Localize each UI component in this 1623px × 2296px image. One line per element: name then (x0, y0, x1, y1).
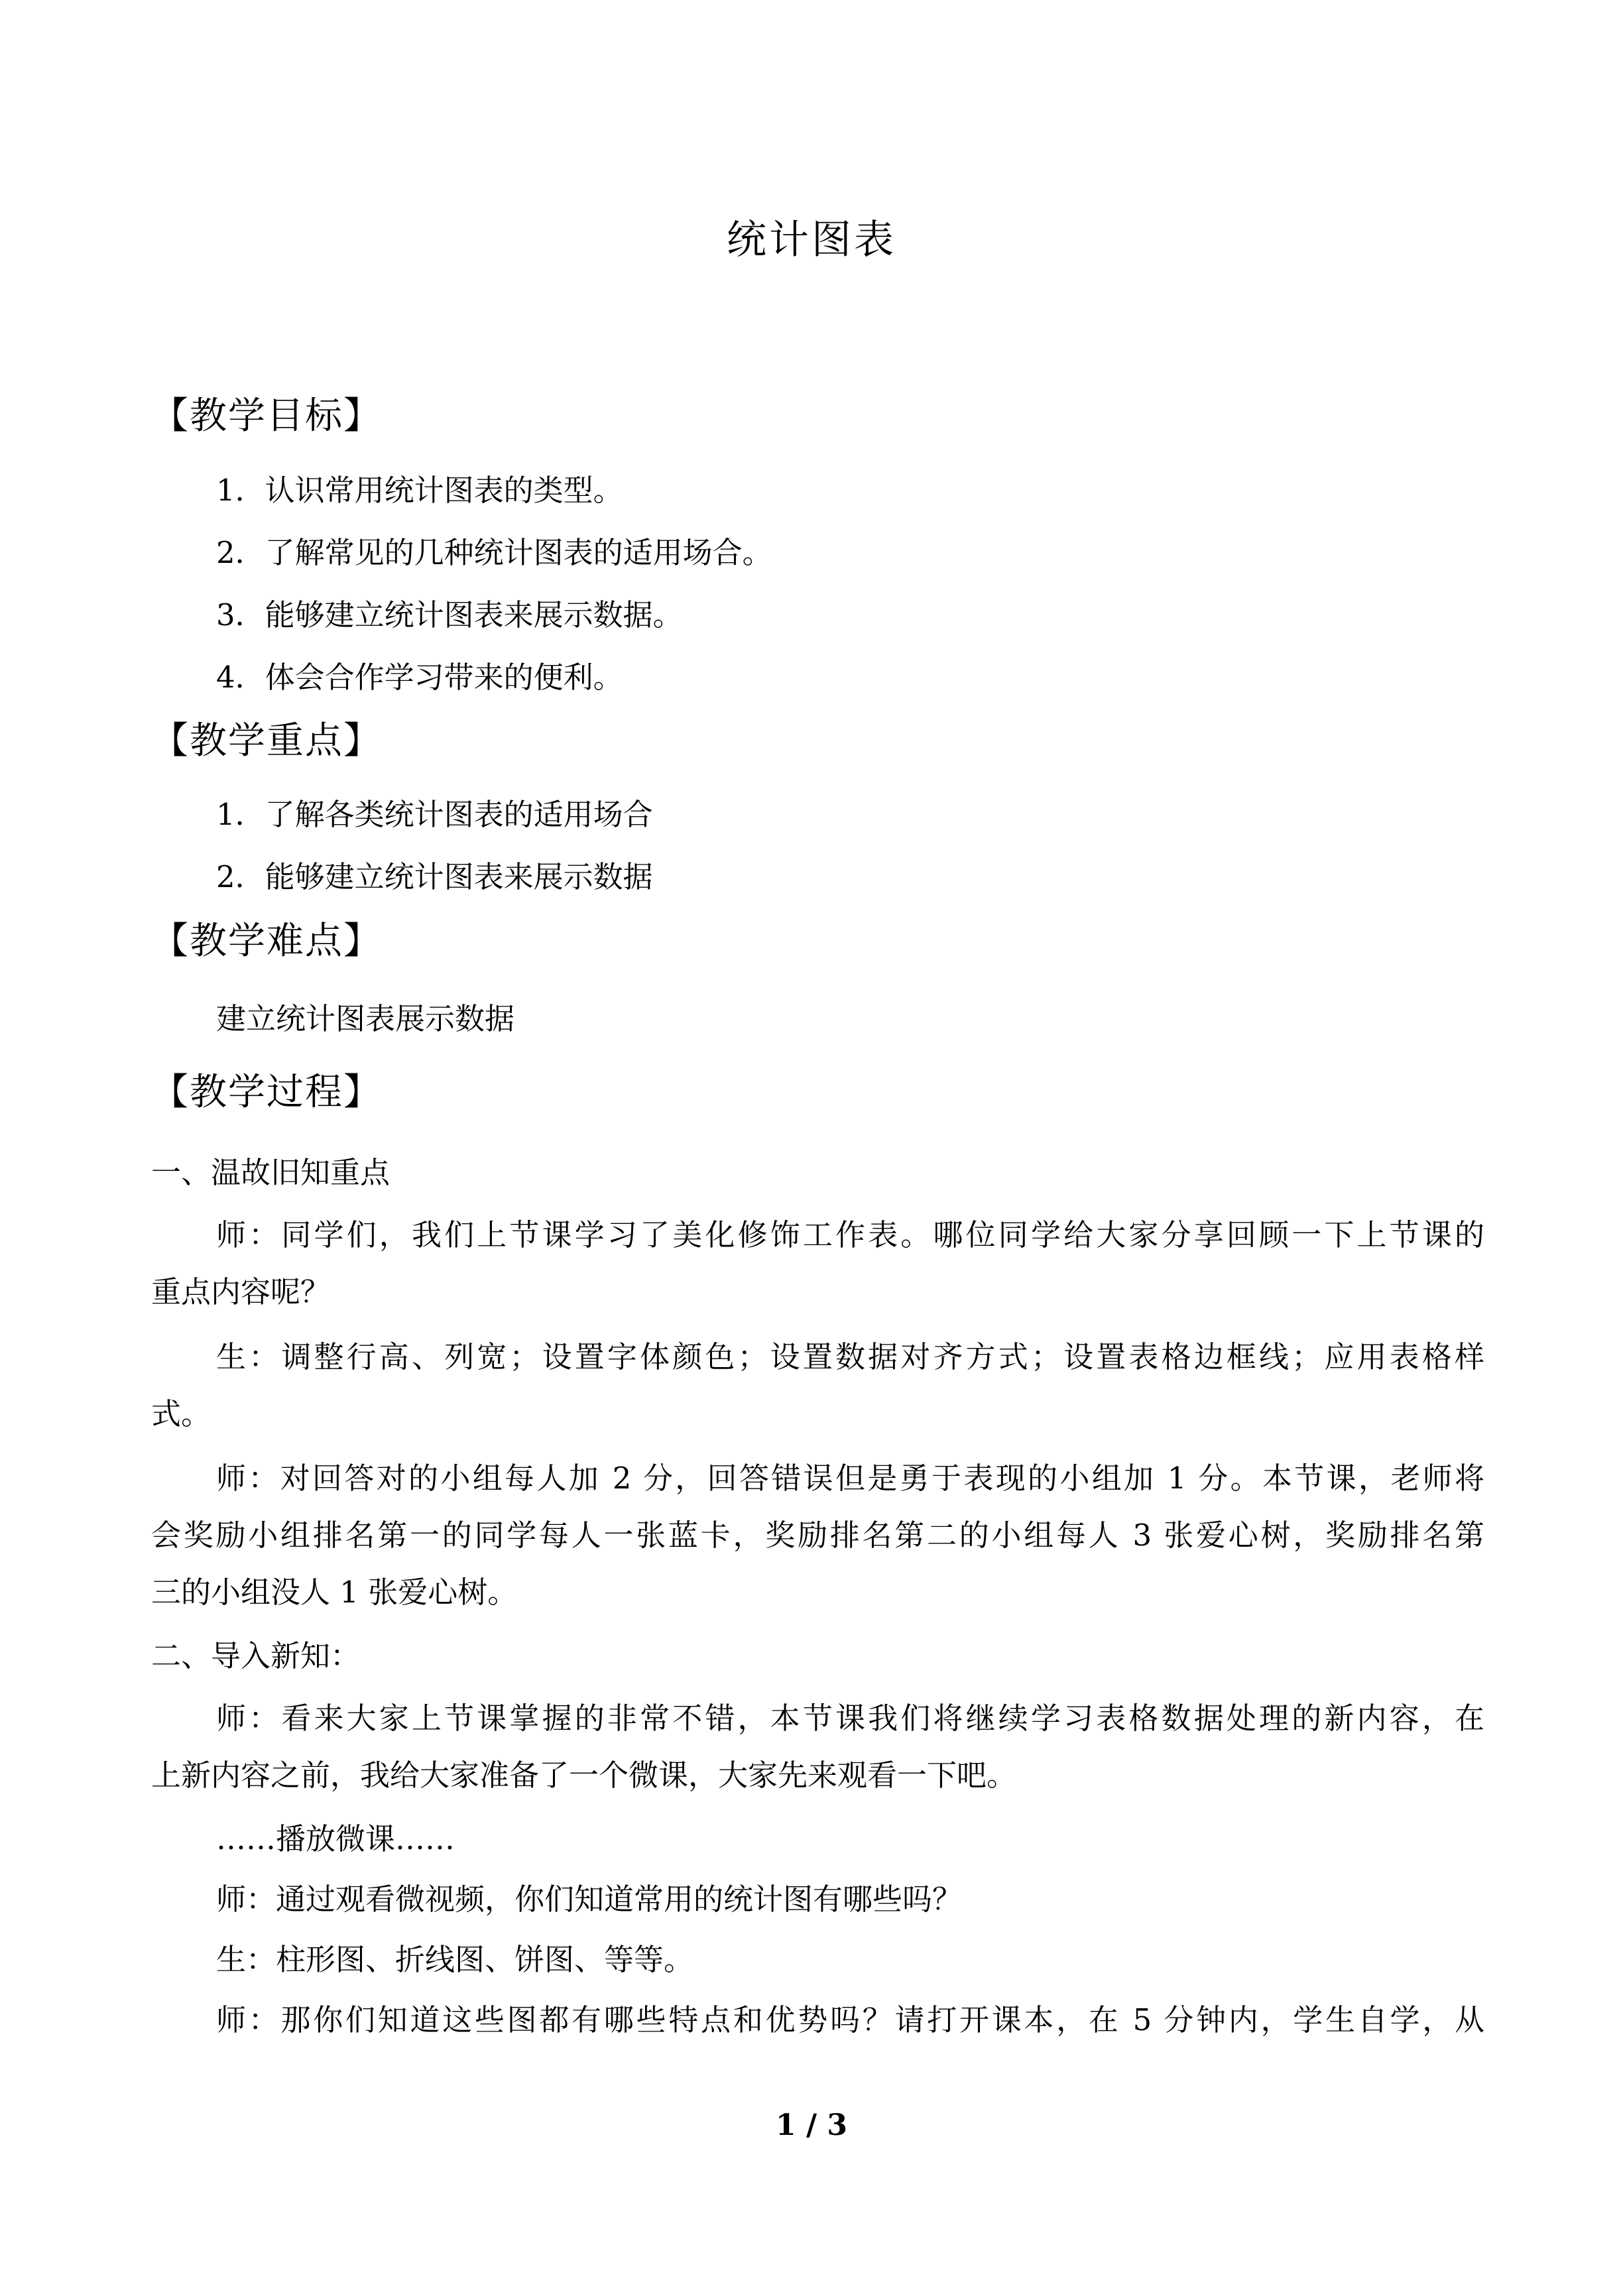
paragraph-line: 师：对回答对的小组每人加 2 分，回答错误但是勇于表现的小组加 1 分。本节课，老师将 (216, 1461, 1484, 1496)
difficulties-text: 建立统计图表展示数据 (216, 1001, 515, 1036)
document-title: 统计图表 (727, 217, 896, 263)
difficulties-heading: 【教学难点】 (151, 920, 382, 963)
paragraph-line: 生：调整行高、列宽；设置字体颜色；设置数据对齐方式；设置表格边框线；应用表格样 (216, 1339, 1484, 1374)
objective-item: 1．认识常用统计图表的类型。 (216, 473, 623, 508)
objective-item: 4．体会合作学习带来的便利。 (216, 660, 623, 695)
objectives-heading: 【教学目标】 (151, 394, 382, 438)
key-point-item: 2．能够建立统计图表来展示数据 (216, 859, 653, 894)
process-heading: 【教学过程】 (151, 1071, 382, 1114)
page-number: 1 / 3 (776, 2108, 847, 2142)
paragraph-line: 式。 (151, 1396, 211, 1431)
paragraph-line: 师：通过观看微视频，你们知道常用的统计图有哪些吗？ (216, 1882, 963, 1917)
objective-item: 3．能够建立统计图表来展示数据。 (216, 597, 683, 633)
part2-title: 二、导入新知： (151, 1638, 361, 1673)
part1-title: 一、温故旧知重点 (151, 1155, 391, 1190)
objective-item: 2．了解常见的几种统计图表的适用场合。 (216, 535, 772, 570)
paragraph-line: 师：看来大家上节课掌握的非常不错，本节课我们将继续学习表格数据处理的新内容，在 (216, 1701, 1484, 1736)
paragraph-line: 三的小组没人 1 张爱心树。 (151, 1575, 518, 1610)
paragraph-line: 生：柱形图、折线图、饼图、等等。 (216, 1942, 694, 1977)
key-point-item: 1．了解各类统计图表的适用场合 (216, 797, 653, 832)
paragraph-line: 重点内容呢？ (151, 1274, 331, 1309)
paragraph-line: 师：同学们，我们上节课学习了美化修饰工作表。哪位同学给大家分享回顾一下上节课的 (216, 1217, 1484, 1252)
paragraph-line: 上新内容之前，我给大家准备了一个微课，大家先来观看一下吧。 (151, 1758, 1017, 1793)
paragraph-line: ……播放微课…… (216, 1821, 455, 1856)
paragraph-line: 师：那你们知道这些图都有哪些特点和优势吗？请打开课本，在 5 分钟内，学生自学，从 (216, 2002, 1484, 2037)
paragraph-line: 会奖励小组排名第一的同学每人一张蓝卡，奖励排名第二的小组每人 3 张爱心树，奖励排名第 (151, 1518, 1484, 1553)
key-points-heading: 【教学重点】 (151, 719, 382, 762)
